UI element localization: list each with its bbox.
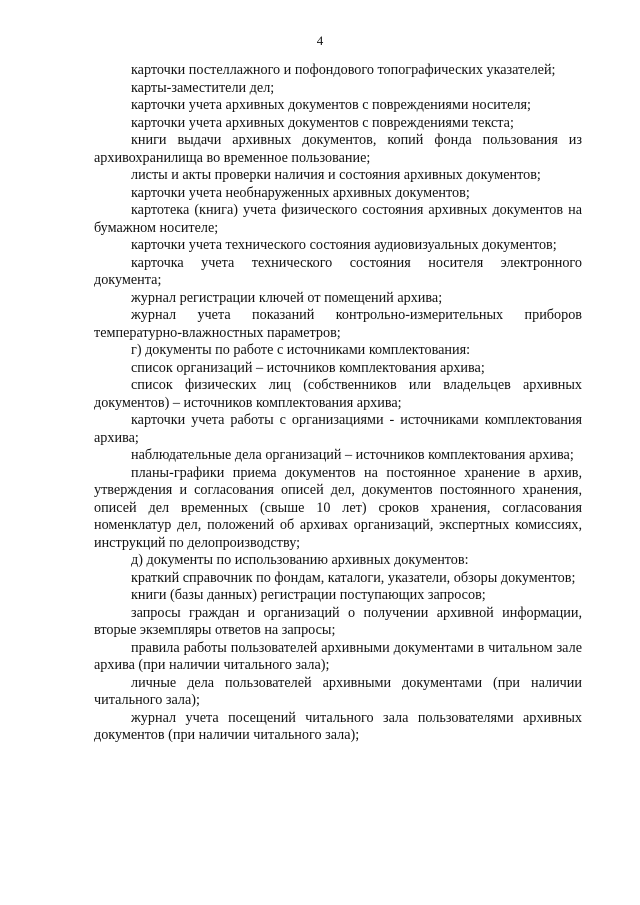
paragraph: листы и акты проверки наличия и состояния архивных документов;: [131, 167, 541, 183]
paragraph: книги (базы данных) регистрации поступающих запросов;: [131, 587, 486, 603]
paragraph: карточка учета технического состояния носителя электронного документа;: [94, 254, 582, 288]
paragraph: книги выдачи архивных документов, копий фонда пользования из архивохранилища во временное пользование;: [94, 132, 582, 166]
document-body: [94, 62, 582, 745]
paragraph: краткий справочник по фондам, каталоги, указатели, обзоры документов;: [131, 569, 576, 586]
paragraph: планы-графики приема документов на постоянное хранение в архив, утверждения и согласования описей дел, документов постоянного хранения, описей дел временных (свыше 10 лет) сроков хранения, согласования номенклатур дел, положений об архивах организаций, экспертных комиссиях, инструкций по делопроизводству;: [94, 464, 582, 551]
section-heading: г) документы по работе с источниками комплектования:: [131, 342, 471, 358]
paragraph: список организаций – источников комплектования архива;: [131, 359, 485, 376]
paragraph: правила работы пользователей архивными документами в читальном зале архива (при наличии читального зала);: [94, 639, 582, 673]
paragraph: картотека (книга) учета физического состояния архивных документов на бумажном носителе;: [94, 202, 582, 236]
paragraph: запросы граждан и организаций о получении архивной информации, вторые экземпляры ответов на запросы;: [94, 604, 582, 638]
paragraph: список физических лиц (собственников или владельцев архивных документов) – источников комплектования архива;: [94, 377, 582, 411]
paragraph: карточки учета технического состояния аудиовизуальных документов;: [131, 237, 557, 253]
paragraph: карточки учета работы с организациями - источниками комплектования архива;: [94, 412, 582, 446]
section-heading: д) документы по использованию архивных документов:: [131, 552, 469, 568]
paragraph: карточки учета необнаруженных архивных документов;: [131, 184, 470, 201]
paragraph: карточки учета архивных документов с повреждениями носителя;: [131, 97, 531, 113]
paragraph: карты-заместители дел;: [131, 79, 275, 96]
paragraph: журнал учета показаний контрольно-измерительных приборов температурно-влажностных параметров;: [94, 307, 582, 341]
paragraph: журнал учета посещений читального зала пользователями архивных документов (при наличии читального зала);: [94, 709, 582, 743]
paragraph: карточки постеллажного и пофондового топографических указателей;: [131, 62, 556, 78]
paragraph: личные дела пользователей архивными документами (при наличии читального зала);: [94, 674, 582, 708]
page-number: 4: [316, 33, 324, 48]
paragraph: карточки учета архивных документов с повреждениями текста;: [131, 114, 514, 131]
paragraph: журнал регистрации ключей от помещений архива;: [131, 289, 443, 306]
paragraph: наблюдательные дела организаций – источников комплектования архива;: [131, 447, 574, 463]
